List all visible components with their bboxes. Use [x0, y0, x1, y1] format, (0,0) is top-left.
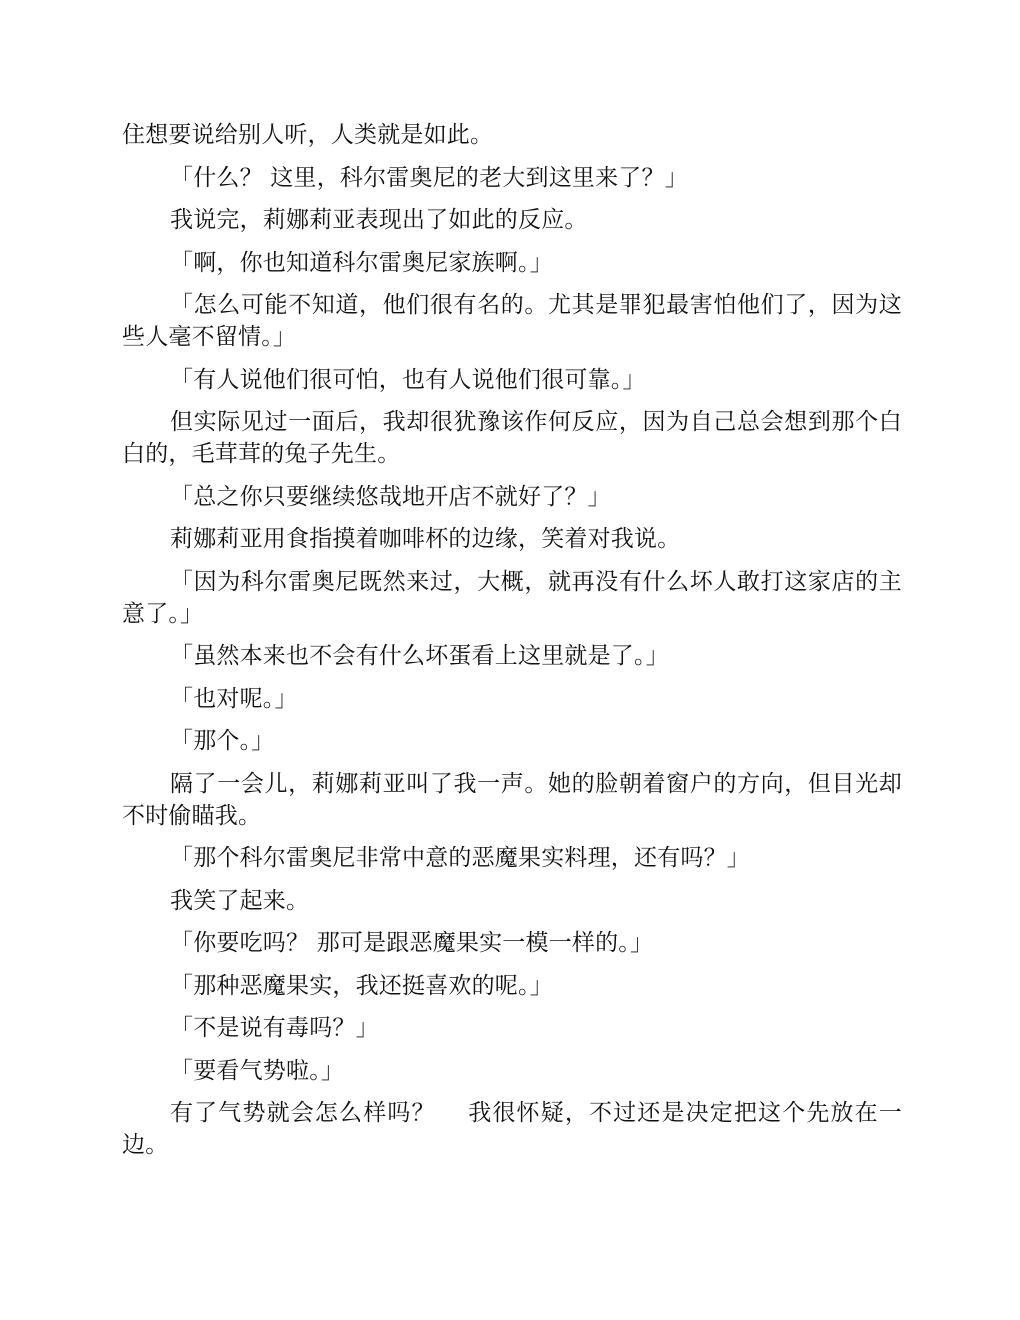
paragraph: 「那种恶魔果实，我还挺喜欢的呢。」: [170, 972, 553, 999]
paragraph: 「因为科尔雷奥尼既然来过，大概，就再没有什么坏人敢打这家店的主意了。」: [122, 568, 902, 627]
paragraph: 「虽然本来也不会有什么坏蛋看上这里就是了。」: [170, 643, 669, 669]
paragraph: 「什么？ 这里，科尔雷奥尼的老大到这里来了？」: [170, 164, 688, 191]
paragraph: 隔了一会儿，莉娜莉亚叫了我一声。她的脸朝着窗户的方向，但目光却不时偷瞄我。: [122, 770, 902, 829]
paragraph: 但实际见过一面后，我却很犹豫该作何反应，因为自己总会想到那个白白的，毛茸茸的兔子先生。: [122, 409, 902, 467]
paragraph: 「总之你只要继续悠哉地开店不就好了？」: [170, 483, 611, 510]
paragraph: 「要看气势啦。」: [170, 1057, 345, 1084]
paragraph: 「也对呢。」: [170, 685, 298, 712]
paragraph: 我说完，莉娜莉亚表现出了如此的反应。: [170, 207, 588, 233]
paragraph: 「那个科尔雷奥尼非常中意的恶魔果实料理，还有吗？」: [170, 845, 750, 871]
paragraph: 住想要说给别人听，人类就是如此。: [122, 122, 494, 148]
paragraph: 「那个。」: [170, 728, 275, 754]
paragraph: 「有人说他们很可怕，也有人说他们很可靠。」: [170, 366, 646, 393]
paragraph: 「你要吃吗？ 那可是跟恶魔果实一模一样的。」: [170, 930, 654, 956]
paragraph: 我笑了起来。: [170, 887, 310, 914]
paragraph: 「不是说有毒吗？」: [170, 1015, 379, 1041]
paragraph: 「怎么可能不知道，他们很有名的。尤其是罪犯最害怕他们了，因为这些人毫不留情。」: [122, 292, 902, 350]
paragraph: 有了气势就会怎么样吗？ 我很怀疑，不过还是决定把这个先放在一边。: [122, 1100, 902, 1158]
paragraph: 「啊，你也知道科尔雷奥尼家族啊。」: [170, 249, 553, 276]
document-page: [122, 119, 902, 1172]
paragraph: 莉娜莉亚用食指摸着咖啡杯的边缘，笑着对我说。: [170, 526, 681, 552]
